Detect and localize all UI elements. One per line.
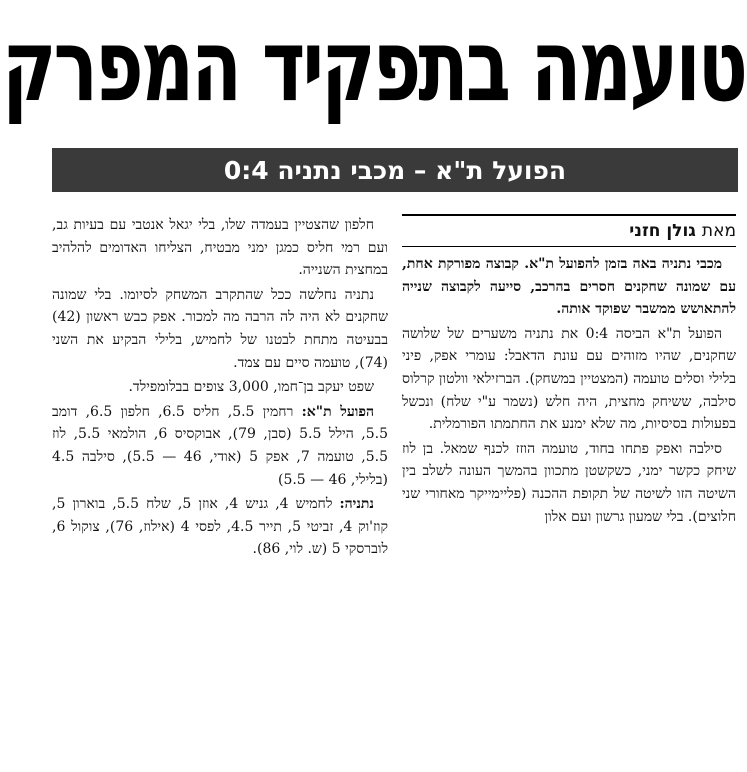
match-banner-text: הפועל ת"א – מכבי נתניה 0:4 bbox=[223, 155, 567, 185]
headline-text: טועמה בתפקיד המפרק bbox=[1, 7, 746, 125]
byline-author: גולן חזני bbox=[629, 220, 696, 241]
lineup-hapoel bbox=[52, 401, 388, 491]
left-column bbox=[52, 214, 388, 563]
byline-prefix: מאת bbox=[701, 220, 736, 241]
lead-paragraph: מכבי נתניה באה בזמן להפועל ת"א. קבוצה מפורקת אחת, עם שמונה שחקנים חסרים בהרכב, סייעה לקבוצה שנייה להתאושש ממשבר שפוקד אותה. bbox=[402, 256, 736, 318]
lineup-netanya-text: לחמיש 4, גניש 4, אוזן 5, שלח 5.5, בוארון 5, קוז'וק 4, זביטי 5, תייר 4.5, לפסי 4 (אילוז, 76), צוקול 6, לוברסקי 5 (ש. לוי, 86). bbox=[52, 496, 388, 558]
lineup-netanya-label: נתניה: bbox=[339, 496, 374, 513]
lineup-hapoel-label: הפועל ת"א: bbox=[301, 403, 375, 420]
lineup-hapoel-text: רחמין 5.5, חליס 6.5, חלפון 6.5, דומב 5.5, הילל 5.5 (סבן, 79), אבוקסיס 6, הולמאי 5.5, לוז 5.5, טועמה 7, אפק 5 (אודי, 46 — 5.5), סילבה 4.5 (בלילי, 46 — 5.5) bbox=[52, 403, 389, 488]
body-paragraph: סילבה ואפק פתחו בחוד, טועמה הוזז לכנף שמאל. בן לוז שיחק כקשר ימני, כשקשטן מתכוון בהמשך העונה לשלב בין השיטה הזו לשיטה של תקופת ההכנה (פליימייקר מאחורי שני חלוצים). בלי שמעון גרשון ועם אלון bbox=[402, 440, 736, 525]
byline bbox=[402, 214, 736, 247]
match-banner bbox=[52, 148, 738, 192]
body-paragraph: הפועל ת"א הביסה 0:4 את נתניה משערים של שלושה שחקנים, שהיו מזוהים עם עונת הדאבל: עומרי אפק, פיני בלילי וסלים טועמה (המצטיין במשחק). הברזילאי וולטון קרלוס סילבה, ששיחק מחצית, היה חלש (נשמר ע"י שלח) ונכשל בפעולות בסיסיות, מה שלא ימנע את החתמתו הפורמלית. bbox=[402, 325, 736, 433]
body-paragraph: שפט יעקב בן־חמו, 3,000 צופים בבלומפילד. bbox=[128, 379, 374, 396]
body-paragraph: נתניה נחלשה ככל שהתקרב המשחק לסיומו. בלי שמונה שחקנים לא היה לה הרבה מה למכור. אפק כבש ראשון (42) בבעיטה מתחת לבטנו של לחמיש, בלילי הבקיע את השני (74), טועמה סיים עם צמד. bbox=[52, 286, 388, 371]
body-paragraph: חלפון שהצטיין בעמדה שלו, בלי יגאל אנטבי עם בעיות גב, ועם רמי חליס כמגן ימני מבטיח, הצליחו האדומים להלהיב במחצית השנייה. bbox=[52, 217, 388, 279]
lineup-netanya bbox=[52, 493, 388, 561]
headline bbox=[0, 0, 747, 132]
right-column bbox=[402, 214, 736, 530]
